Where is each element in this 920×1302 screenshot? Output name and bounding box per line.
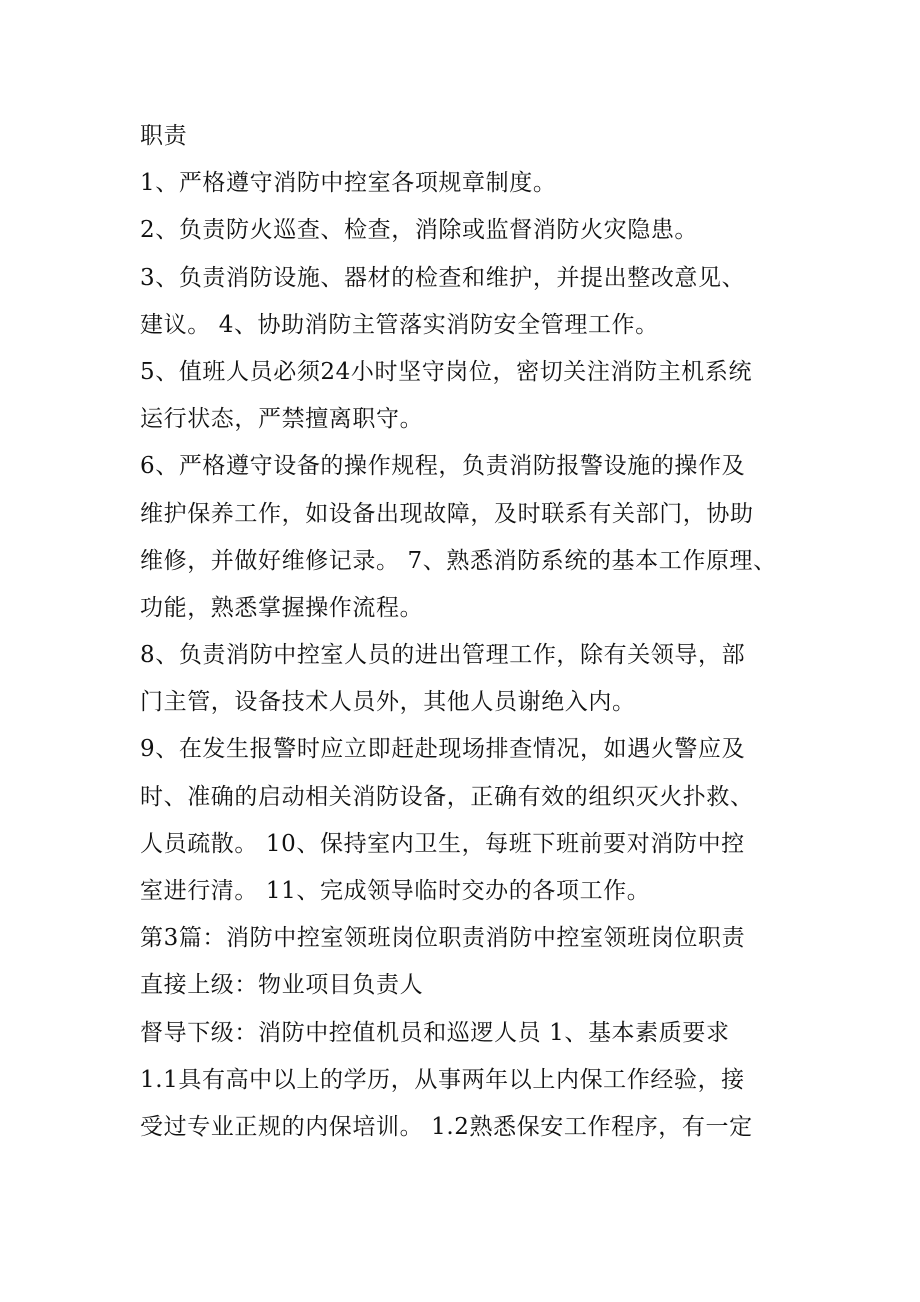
text-line: 6、严格遵守设备的操作规程，负责消防报警设施的操作及 <box>140 453 746 480</box>
text-line: 受过专业正规的内保培训。 1.2熟悉保安工作程序，有一定 <box>140 1113 753 1140</box>
text-line: 门主管，设备技术人员外，其他人员谢绝入内。 <box>140 689 636 716</box>
text-line: 室进行清。 11、完成领导临时交办的各项工作。 <box>140 878 651 904</box>
text-line: 维护保养工作，如设备出现故障，及时联系有关部门，协助 <box>140 500 754 527</box>
text-line: 维修，并做好维修记录。 7、熟悉消防系统的基本工作原理、 <box>140 547 777 574</box>
text-line: 9、在发生报警时应立即赶赴现场排查情况，如遇火警应及 <box>140 736 746 763</box>
text-line: 督导下级：消防中控值机员和巡逻人员 1、基本素质要求 <box>140 1019 730 1046</box>
text-line: 运行状态，严禁擅离职守。 <box>140 406 424 433</box>
section-title-line: 第3篇：消防中控室领班岗位职责消防中控室领班岗位职责 <box>140 925 746 952</box>
text-line: 时、准确的启动相关消防设备，正确有效的组织灭火扑救、 <box>140 783 754 810</box>
text-line: 1、严格遵守消防中控室各项规章制度。 <box>140 170 557 197</box>
document-body <box>140 113 800 1151</box>
text-line: 直接上级：物业项目负责人 <box>140 972 424 999</box>
section-heading: 职责 <box>140 123 188 149</box>
text-line: 建议。 4、协助消防主管落实消防安全管理工作。 <box>140 311 659 338</box>
text-line: 3、负责消防设施、器材的检查和维护，并提出整改意见、 <box>140 264 746 291</box>
text-line: 1.1具有高中以上的学历，从事两年以上内保工作经验，接 <box>140 1066 745 1093</box>
text-line: 8、负责消防中控室人员的进出管理工作，除有关领导，部 <box>140 642 746 669</box>
text-line: 功能，熟悉掌握操作流程。 <box>140 594 424 621</box>
text-line: 2、负责防火巡查、检查，消除或监督消防火灾隐患。 <box>140 217 699 244</box>
text-line: 人员疏散。 10、保持室内卫生，每班下班前要对消防中控 <box>140 830 745 857</box>
text-line: 5、值班人员必须24小时坚守岗位，密切关注消防主机系统 <box>140 358 753 385</box>
